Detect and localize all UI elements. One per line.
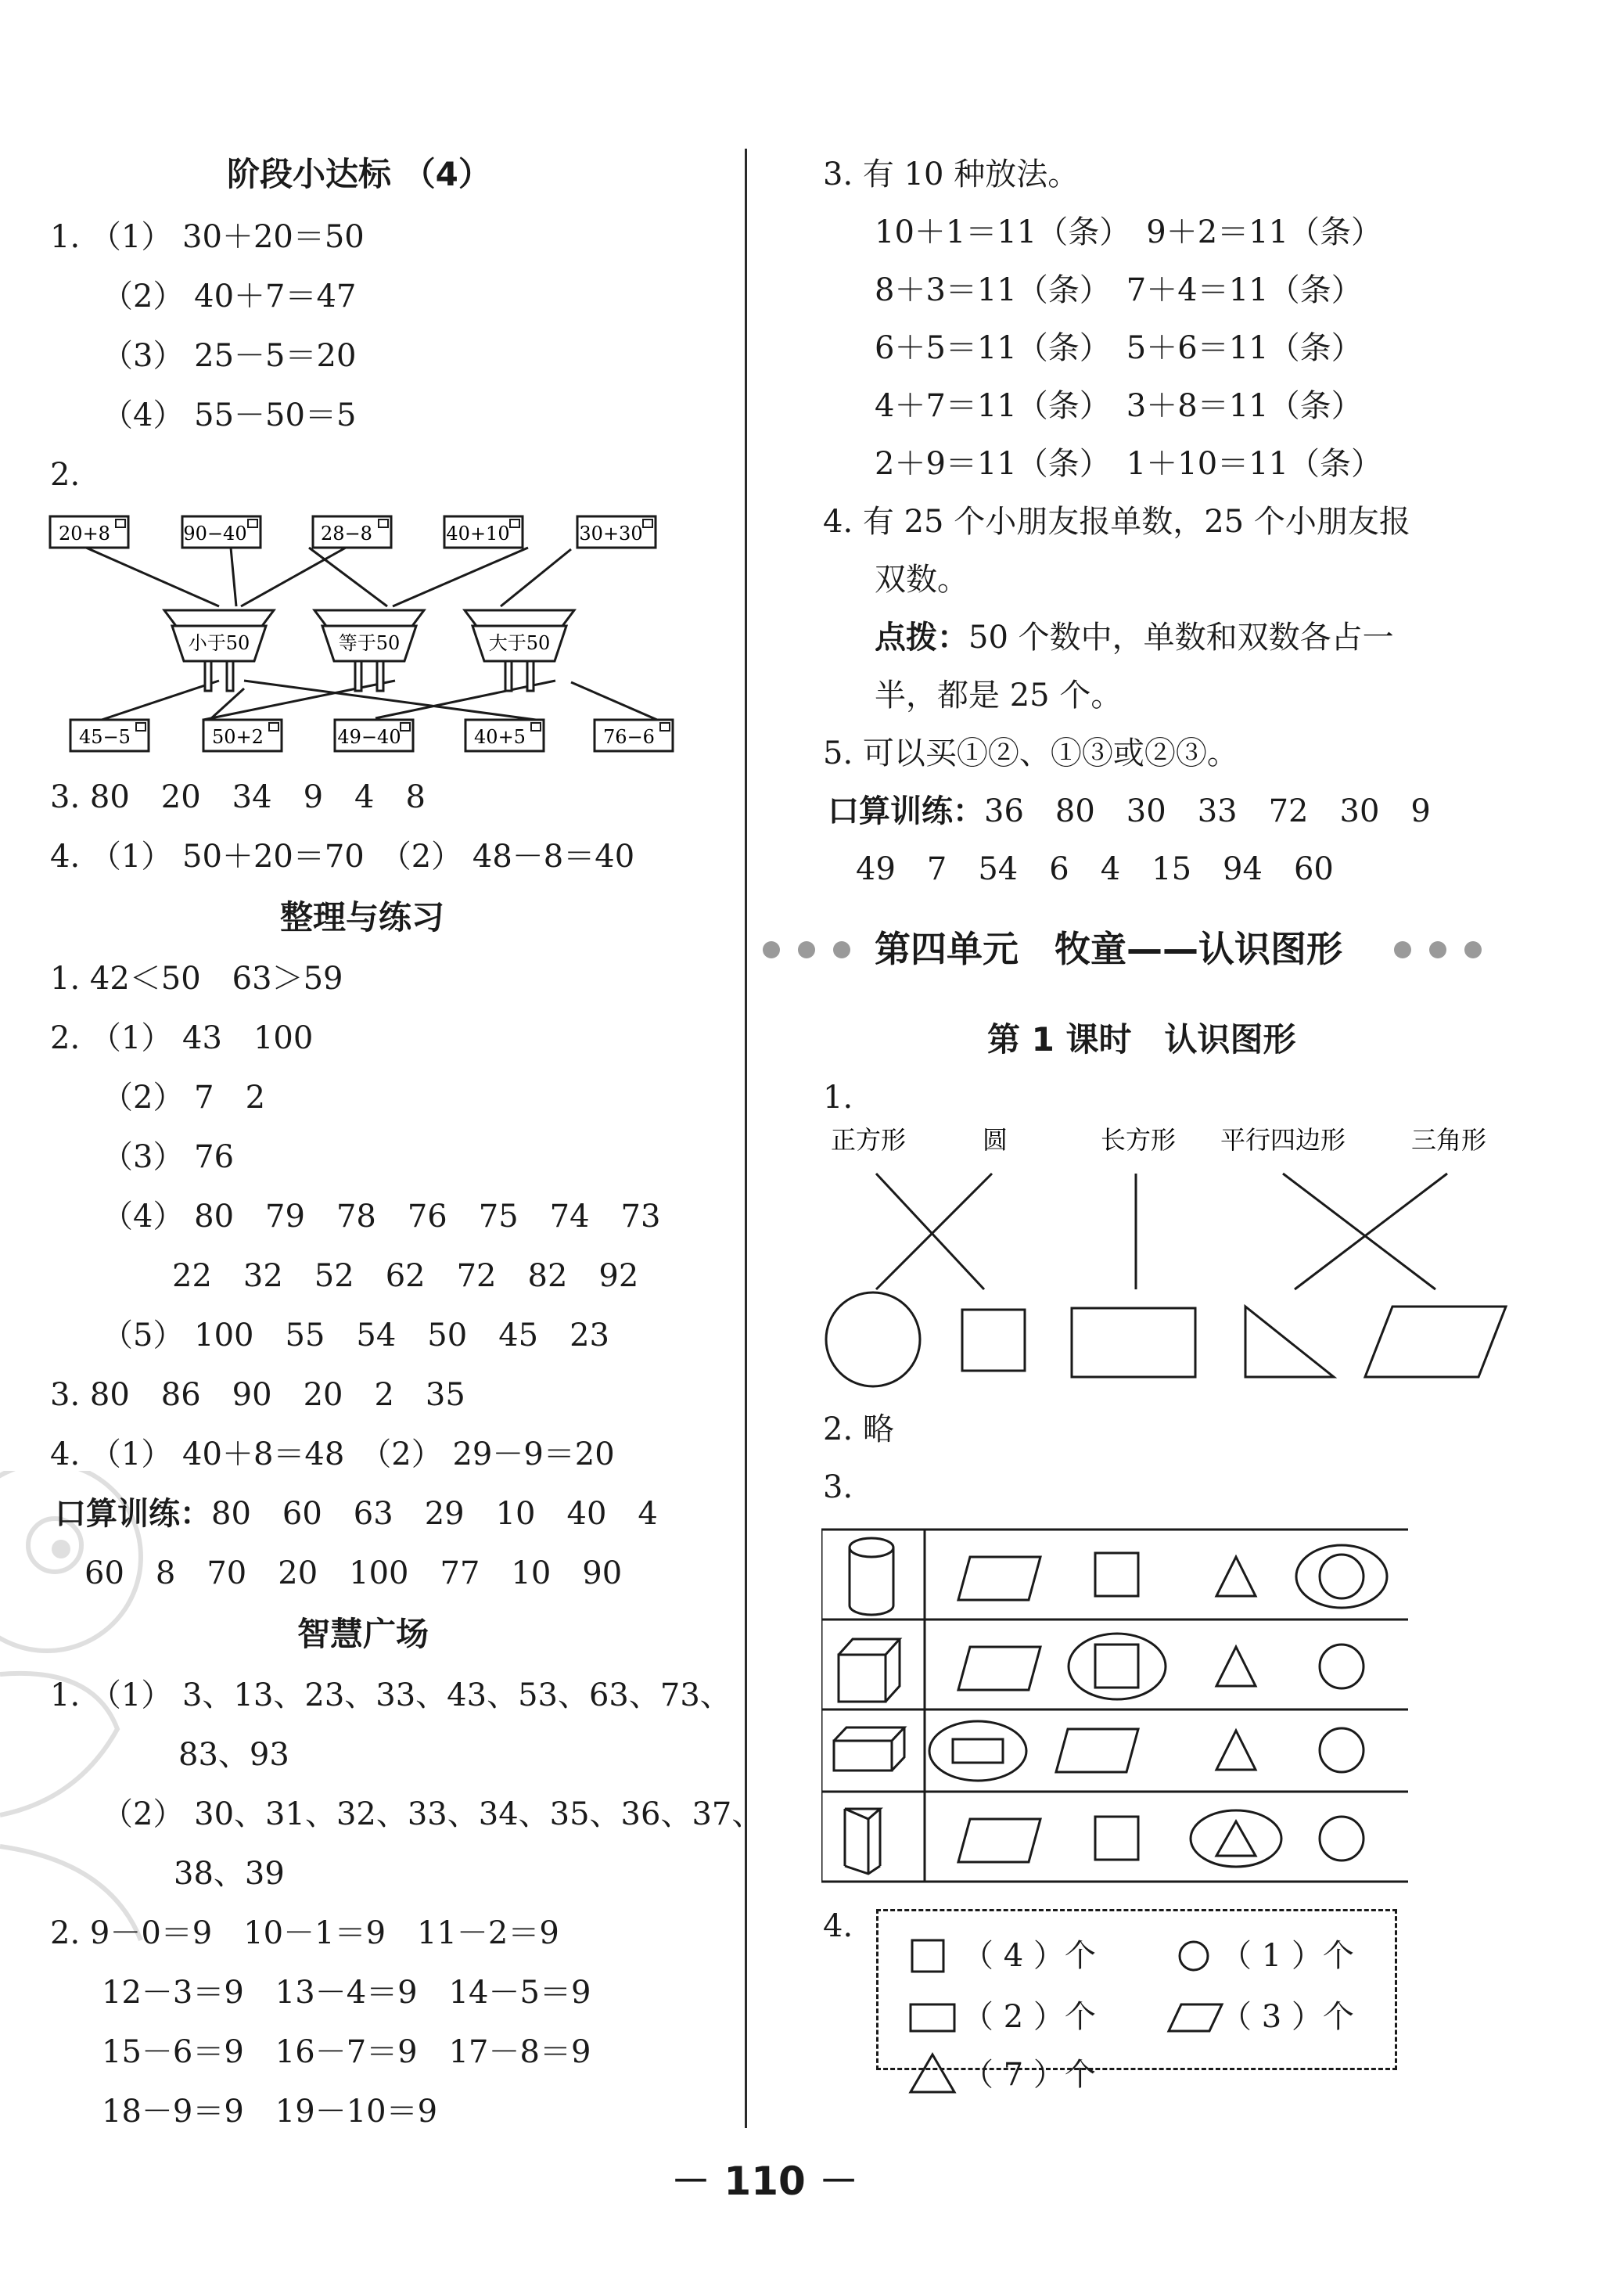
parallelogram-icon (1164, 1993, 1227, 2040)
answer-line: 3. 80 86 90 20 2 35 (50, 1377, 465, 1413)
answer-line: 3. 有 10 种放法。 (823, 156, 1080, 192)
section-title-stage-test: 阶段小达标 （4） (227, 155, 491, 193)
tip-line (875, 620, 1394, 656)
answer-line: 4. 有 25 个小朋友报单数，25 个小朋友报 (823, 504, 1410, 540)
parallelogram-icon (958, 1647, 1040, 1690)
bottom-box-label: 40+5 (474, 726, 526, 748)
bottom-box-label: 49−40 (337, 726, 401, 748)
tip-text: 50 个数中，单数和双数各占一 (968, 620, 1394, 656)
top-box-label: 28−8 (321, 523, 372, 545)
rectangle-icon (953, 1739, 1003, 1763)
square-icon (907, 1932, 954, 1979)
answer-line: 4. （1） 40＋8＝48 （2） 29－9＝20 (50, 1436, 615, 1472)
answer-line: 18－9＝9 19－10＝9 (102, 2094, 438, 2130)
rectangle-count: （ 2 ）个 (962, 1999, 1096, 2035)
shape-name-label: 三角形 (1410, 1125, 1487, 1155)
shape-figures (826, 1292, 1506, 1386)
section-title-review: 整理与练习 (280, 898, 445, 936)
answer-line: 12－3＝9 13－4＝9 14－5＝9 (102, 1975, 591, 2011)
question-label: 2. (50, 457, 81, 493)
answer-line: 1. （1） 3、13、23、33、43、53、63、73、 (50, 1677, 731, 1713)
oral-training-label: 口算训练： (828, 793, 984, 829)
answer-line: 4＋7＝11（条） 3＋8＝11（条） (875, 388, 1363, 424)
answer-line: 2. 略 (823, 1411, 894, 1447)
answer-line: 5. 可以买①②、①③或②③。 (823, 735, 1238, 771)
triangle-icon (1216, 1731, 1256, 1770)
triangle-icon (1245, 1307, 1334, 1377)
top-box-label: 90−40 (183, 523, 247, 545)
triangle-icon (1216, 1821, 1256, 1856)
cylinder-icon (850, 1538, 893, 1615)
rectangle-icon (1072, 1308, 1195, 1377)
square-icon (962, 1310, 1025, 1371)
top-box-label: 40+10 (446, 523, 510, 545)
circle-count: （ 1 ）个 (1220, 1938, 1354, 1974)
parallelogram-icon (958, 1557, 1040, 1600)
banner-dot-icon (833, 941, 850, 958)
circle-icon (1320, 1817, 1364, 1860)
oral-training-values: 60 8 70 20 100 77 10 90 (84, 1555, 623, 1591)
lesson-title: 第 1 课时 认识图形 (987, 1020, 1296, 1059)
answer-line: 双数。 (875, 562, 968, 598)
oral-training-values: 80 60 63 29 10 40 4 (211, 1496, 658, 1532)
square-icon (1095, 1645, 1138, 1688)
answer-line: 1. （1） 30＋20＝50 (50, 219, 365, 255)
answer-line: （3） 25－5＝20 (102, 338, 357, 374)
oral-training-label: 口算训练： (55, 1496, 211, 1532)
answer-line: （2） 40＋7＝47 (102, 279, 357, 315)
parallelogram-icon (1056, 1729, 1138, 1772)
answer-line: 4. （1） 50＋20＝70 （2） 48－8＝40 (50, 839, 635, 875)
cuboid-icon (834, 1727, 904, 1771)
bottom-box-label: 50+2 (212, 726, 264, 748)
answer-line: （3） 76 (102, 1139, 235, 1175)
bottom-box-label: 45−5 (79, 726, 131, 748)
answer-line: 2. 9－0＝9 10－1＝9 11－2＝9 (50, 1915, 559, 1951)
tip-label: 点拨： (875, 620, 968, 656)
answer-line: 2. （1） 43 100 (50, 1020, 314, 1056)
parallelogram-icon (1365, 1307, 1506, 1377)
answer-ellipse-icon (929, 1721, 1026, 1781)
triangle-icon (1216, 1557, 1256, 1596)
answer-ellipse-icon (1191, 1810, 1281, 1867)
triangle-icon (1216, 1647, 1256, 1686)
shape-name-label: 圆 (982, 1125, 1008, 1155)
shape-matching-diagram (814, 1119, 1518, 1400)
square-icon (1095, 1553, 1138, 1596)
basket-label: 小于50 (188, 632, 250, 654)
section-title-wisdom: 智慧广场 (297, 1615, 429, 1653)
answer-line: 83、93 (178, 1737, 289, 1773)
mascot-watermark-icon (0, 1471, 164, 1956)
page-number: － 110 － (671, 2159, 859, 2204)
shape-name-label: 正方形 (830, 1125, 907, 1155)
triangle-count: （ 7 ）个 (962, 2057, 1096, 2093)
answer-line: 1. 42＜50 63＞59 (50, 961, 343, 997)
circle-icon (1320, 1728, 1364, 1772)
answer-line: （5） 100 55 54 50 45 23 (102, 1318, 610, 1354)
circle-icon (1320, 1555, 1364, 1598)
question-label: 1. (823, 1080, 853, 1116)
square-count: （ 4 ）个 (962, 1938, 1096, 1974)
triangle-icon (907, 2050, 962, 2097)
question-label: 4. (823, 1908, 853, 1944)
oral-training-values: 49 7 54 6 4 15 94 60 (856, 851, 1334, 887)
rectangle-icon (907, 1993, 962, 2040)
answer-line: （2） 30、31、32、33、34、35、36、37、 (102, 1796, 763, 1832)
answer-line: （4） 55－50＝5 (102, 397, 357, 433)
banner-dot-icon (798, 941, 815, 958)
solid-face-table (821, 1518, 1416, 1893)
banner-dot-icon (1429, 941, 1446, 958)
cube-icon (839, 1639, 900, 1702)
answer-line: （4） 80 79 78 76 75 74 73 (102, 1199, 661, 1235)
shape-name-label: 长方形 (1100, 1125, 1177, 1155)
parallelogram-icon (958, 1819, 1040, 1862)
tip-line: 半，都是 25 个。 (875, 678, 1123, 714)
answer-line: 2＋9＝11（条） 1＋10＝11（条） (875, 446, 1383, 482)
answer-line: 22 32 52 62 72 82 92 (172, 1258, 639, 1294)
shape-name-label: 平行四边形 (1220, 1125, 1346, 1155)
answer-line: 6＋5＝11（条） 5＋6＝11（条） (875, 330, 1363, 366)
banner-dot-icon (1464, 941, 1482, 958)
answer-line: 3. 80 20 34 9 4 8 (50, 779, 426, 815)
top-box-label: 20+8 (59, 523, 110, 545)
oral-training-row (55, 1498, 658, 1530)
banner-dot-icon (763, 941, 780, 958)
bottom-box-label: 76−6 (603, 726, 655, 748)
parallelogram-count: （ 3 ）个 (1220, 1999, 1354, 2035)
basket-label: 等于50 (338, 632, 401, 654)
circle-icon (1173, 1932, 1220, 1979)
circle-icon (1320, 1645, 1364, 1688)
basket-label: 大于50 (488, 632, 551, 654)
unit-title: 第四单元 牧童——认识图形 (875, 928, 1342, 970)
answer-line: 15－6＝9 16－7＝9 17－8＝9 (102, 2034, 591, 2070)
answer-line: 8＋3＝11（条） 7＋4＝11（条） (875, 272, 1363, 308)
shape-matching-lines (876, 1174, 1447, 1289)
square-icon (1095, 1817, 1138, 1860)
matching-diagram (39, 501, 696, 767)
answer-line: 10＋1＝11（条） 9＋2＝11（条） (875, 214, 1383, 250)
question-label: 3. (823, 1469, 853, 1505)
banner-dot-icon (1394, 941, 1411, 958)
answer-line: 38、39 (174, 1856, 285, 1892)
oral-training-row (828, 793, 1431, 829)
triangular-prism-icon (845, 1809, 880, 1874)
circle-icon (826, 1292, 920, 1386)
top-box-label: 30+30 (579, 523, 643, 545)
answer-line: （2） 7 2 (102, 1080, 266, 1116)
oral-training-values: 36 80 30 33 72 30 9 (984, 793, 1431, 829)
